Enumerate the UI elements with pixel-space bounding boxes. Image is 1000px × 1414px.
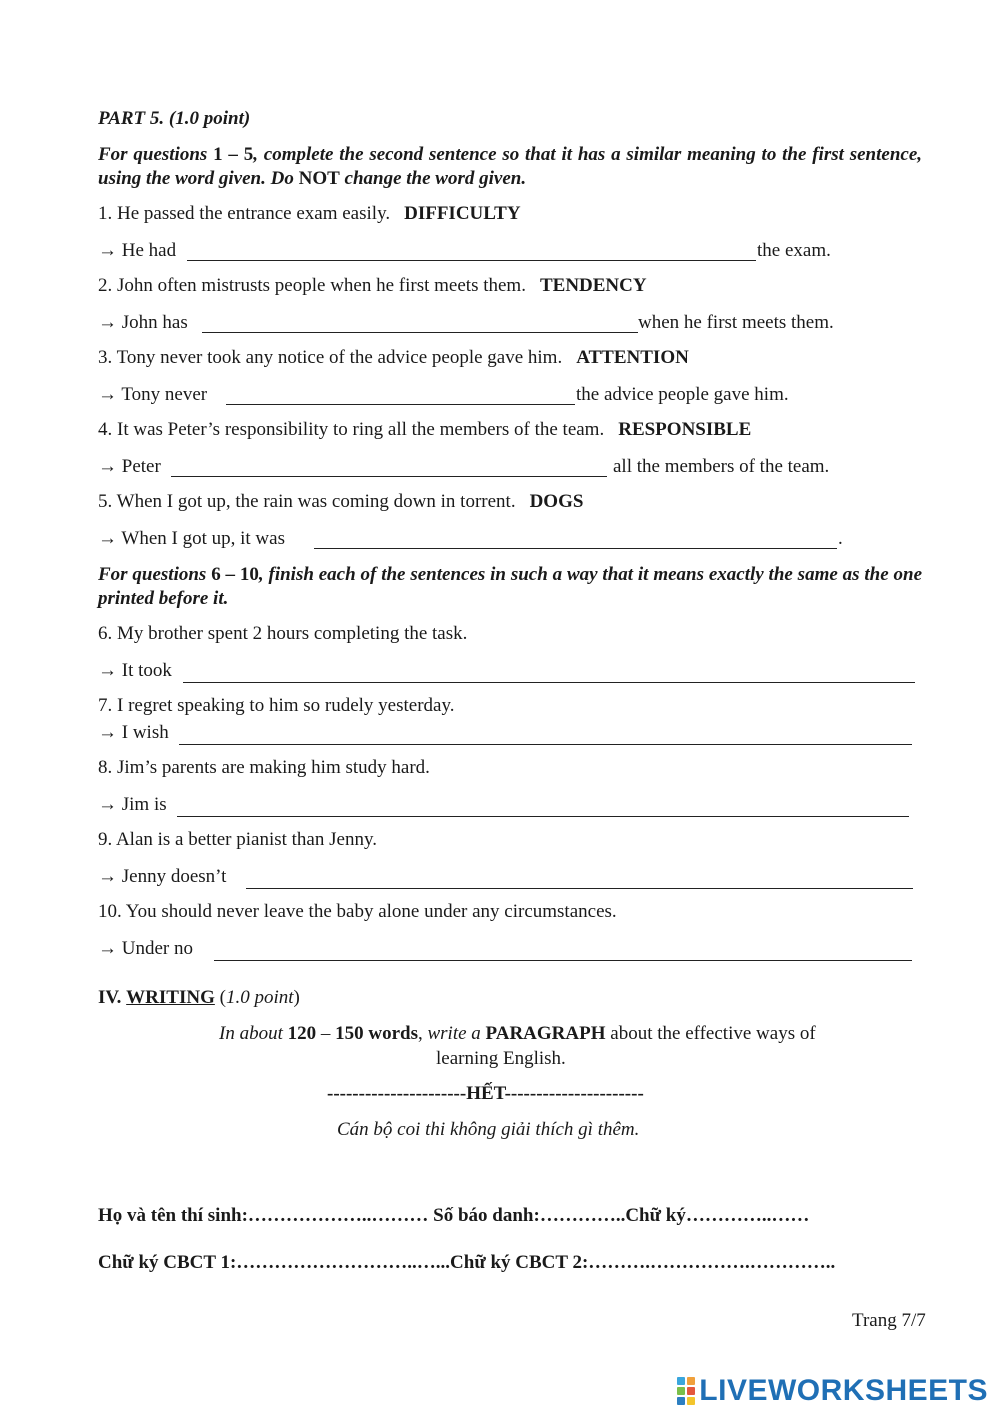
answer-4-blank[interactable] bbox=[171, 476, 607, 477]
answer-5-suffix: . bbox=[838, 528, 843, 549]
question-4: 4. It was Peter’s responsibility to ring all the members of the team. RESPONSIBLE bbox=[98, 419, 752, 440]
answer-10-prefix: → Under no bbox=[98, 938, 193, 959]
writing-task-line2: learning English. bbox=[436, 1048, 566, 1069]
answer-7-blank[interactable] bbox=[179, 744, 912, 745]
question-8: 8. Jim’s parents are making him study hard. bbox=[98, 757, 430, 778]
question-9: 9. Alan is a better pianist than Jenny. bbox=[98, 829, 377, 850]
answer-5-blank[interactable] bbox=[314, 548, 837, 549]
answer-2-blank[interactable] bbox=[202, 332, 638, 333]
invigilator-signature-line: Chữ ký CBCT 1:………………………..…...Chữ ký CBCT 2:……….…………….………….. bbox=[98, 1252, 836, 1273]
page-number: Trang 7/7 bbox=[852, 1310, 926, 1331]
answer-1-suffix: the exam. bbox=[757, 240, 831, 261]
answer-6-prefix: → It took bbox=[98, 660, 172, 681]
keyword: ATTENTION bbox=[576, 347, 689, 368]
answer-1-prefix: → He had bbox=[98, 240, 177, 261]
candidate-info-line: Họ và tên thí sinh:………………..……… Số báo danh:…………..Chữ ký…………..…… bbox=[98, 1205, 810, 1226]
instruction-1: For questions 1 – 5, complete the second sentence so that it has a similar meaning to the first sentence, using the word given. Do NOT change the word given. bbox=[98, 144, 923, 189]
keyword: TENDENCY bbox=[539, 275, 647, 296]
question-6: 6. My brother spent 2 hours completing the task. bbox=[98, 623, 468, 644]
answer-3-blank[interactable] bbox=[226, 404, 575, 405]
question-7: 7. I regret speaking to him so rudely yesterday. bbox=[98, 695, 455, 716]
logo-icon bbox=[677, 1377, 695, 1405]
answer-9-blank[interactable] bbox=[246, 888, 913, 889]
question-10: 10. You should never leave the baby alone under any circumstances. bbox=[98, 901, 617, 922]
logo-text: LIVEWORKSHEETS bbox=[699, 1374, 988, 1407]
answer-5-prefix: → When I got up, it was bbox=[98, 528, 285, 549]
answer-8-blank[interactable] bbox=[177, 816, 909, 817]
writing-heading: IV. WRITING (1.0 point) bbox=[98, 987, 300, 1008]
answer-2-prefix: → John has bbox=[98, 312, 188, 333]
question-5: 5. When I got up, the rain was coming down in torrent. DOGS bbox=[98, 491, 584, 512]
answer-9-prefix: → Jenny doesn’t bbox=[98, 866, 227, 887]
keyword: RESPONSIBLE bbox=[618, 419, 752, 440]
answer-1-blank[interactable] bbox=[187, 260, 756, 261]
keyword: DOGS bbox=[529, 491, 584, 512]
liveworksheets-logo bbox=[677, 1374, 988, 1408]
keyword: DIFFICULTY bbox=[404, 203, 521, 224]
answer-8-prefix: → Jim is bbox=[98, 794, 167, 815]
answer-7-prefix: → I wish bbox=[98, 722, 169, 743]
question-1: 1. He passed the entrance exam easily. DIFFICULTY bbox=[98, 203, 521, 224]
question-3: 3. Tony never took any notice of the advice people gave him. ATTENTION bbox=[98, 347, 689, 368]
part5-title: PART 5. (1.0 point) bbox=[98, 108, 251, 129]
answer-10-blank[interactable] bbox=[214, 960, 912, 961]
answer-3-prefix: → Tony never bbox=[98, 384, 208, 405]
end-marker: ----------------------HẾT---------------------- bbox=[327, 1083, 644, 1104]
instruction-2: For questions 6 – 10, finish each of the sentences in such a way that it means exactly the same as the one printed before it. bbox=[98, 564, 922, 609]
question-2: 2. John often mistrusts people when he first meets them. TENDENCY bbox=[98, 275, 647, 296]
writing-task-line1: In about 120 – 150 words, write a PARAGRAPH about the effective ways of bbox=[219, 1023, 816, 1044]
answer-4-suffix: all the members of the team. bbox=[613, 456, 830, 477]
answer-2-suffix: when he first meets them. bbox=[638, 312, 834, 333]
end-note: Cán bộ coi thi không giải thích gì thêm. bbox=[337, 1119, 640, 1140]
answer-6-blank[interactable] bbox=[183, 682, 915, 683]
answer-4-prefix: → Peter bbox=[98, 456, 161, 477]
answer-3-suffix: the advice people gave him. bbox=[576, 384, 789, 405]
